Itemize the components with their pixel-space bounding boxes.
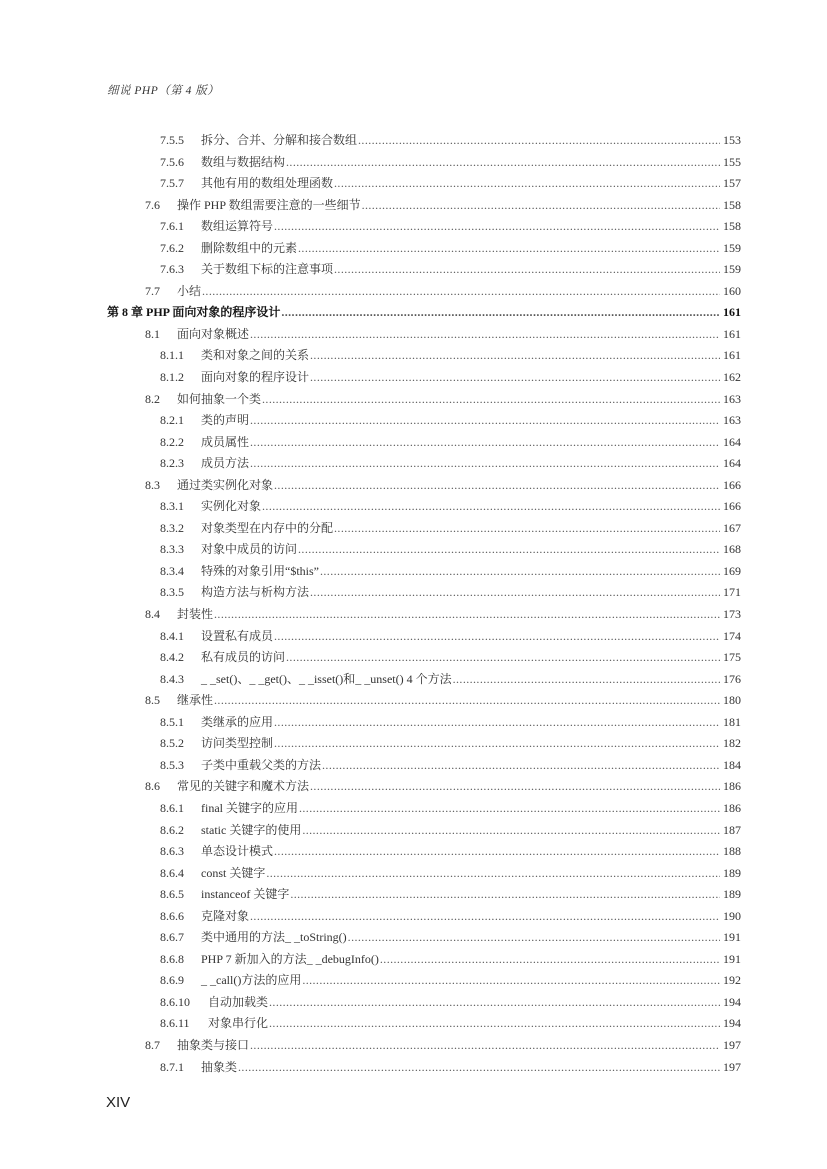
toc-entry-number: 7.5.6 [160, 154, 184, 169]
toc-subsection-entry[interactable] [107, 130, 741, 152]
toc-entry-number: 8.6.9 [160, 973, 184, 988]
toc-dot-leader [262, 389, 720, 411]
toc-entry-page: 163 [723, 391, 741, 406]
toc-entry-title: 其他有用的数组处理函数 [201, 176, 334, 191]
toc-entry-number: 8.1.2 [160, 370, 184, 385]
toc-subsection-entry[interactable] [107, 626, 741, 648]
toc-subsection-entry[interactable] [107, 669, 741, 691]
toc-entry-title: 对象中成员的访问 [201, 542, 298, 557]
toc-entry-page: 169 [723, 563, 741, 578]
toc-dot-leader [322, 755, 720, 777]
toc-subsection-entry[interactable] [107, 152, 741, 174]
toc-entry-number: 8.4.2 [160, 650, 184, 665]
toc-entry-title: instanceof 关键字 [201, 887, 290, 902]
toc-entry-number: 8.6.10 [160, 994, 190, 1009]
toc-entry-page: 173 [723, 607, 741, 622]
toc-entry-number: 8.7.1 [160, 1059, 184, 1074]
toc-subsection-entry[interactable] [107, 238, 741, 260]
toc-entry-number: 7.7 [145, 283, 160, 298]
toc-subsection-entry[interactable] [107, 1013, 741, 1035]
toc-entry-title: 类继承的应用 [201, 714, 274, 729]
toc-entry-title: 对象类型在内存中的分配 [201, 520, 334, 535]
toc-entry-number: 8.4.3 [160, 671, 184, 686]
toc-dot-leader [286, 152, 720, 174]
toc-entry-title: 小结 [177, 283, 202, 298]
toc-subsection-entry[interactable] [107, 798, 741, 820]
toc-entry-title: 面向对象的程序设计 [201, 370, 310, 385]
toc-dot-leader [238, 1057, 720, 1079]
toc-entry-number: 8.4.1 [160, 628, 184, 643]
toc-entry-page: 180 [723, 693, 741, 708]
toc-entry-number: 8.3.3 [160, 542, 184, 557]
toc-dot-leader [281, 302, 720, 324]
toc-entry-title: PHP 7 新加入的方法_ _debugInfo() [201, 951, 379, 966]
toc-entry-number: 8.5.2 [160, 736, 184, 751]
toc-entry-title: 成员属性 [201, 434, 250, 449]
toc-entry-number: 8.5 [145, 693, 160, 708]
toc-entry-page: 153 [723, 133, 741, 147]
toc-dot-leader [250, 324, 720, 346]
toc-subsection-entry[interactable] [107, 927, 741, 949]
toc-entry-page: 197 [723, 1059, 741, 1074]
toc-entry-title: _ _call()方法的应用 [201, 973, 302, 988]
toc-subsection-entry[interactable] [107, 949, 741, 971]
toc-entry-number: 8.6 [145, 779, 160, 794]
toc-entry-number: 8.6.4 [160, 865, 184, 880]
toc-dot-leader [274, 626, 720, 648]
toc-entry-title: 抽象类 [201, 1059, 238, 1074]
toc-dot-leader [298, 539, 720, 561]
toc-entry-number: 8.2 [145, 391, 160, 406]
toc-entry-number: 8.6.7 [160, 930, 184, 945]
toc-dot-leader [250, 453, 720, 475]
toc-subsection-entry[interactable] [107, 539, 741, 561]
toc-entry-number: 8.4 [145, 607, 160, 622]
toc-dot-leader [274, 841, 720, 863]
toc-dot-leader [269, 992, 720, 1014]
toc-entry-title: _ _set()、_ _get()、_ _isset()和_ _unset() 4 个方法 [201, 671, 452, 686]
toc-entry-page: 187 [723, 822, 741, 837]
toc-entry-page: 168 [723, 542, 741, 557]
toc-dot-leader [214, 690, 720, 712]
toc-entry-title: 如何抽象一个类 [177, 391, 262, 406]
toc-entry-title: const 关键字 [201, 865, 266, 880]
toc-section-entry[interactable] [107, 1035, 741, 1057]
toc-entry-title: 私有成员的访问 [201, 650, 286, 665]
toc-entry-number: 8.7 [145, 1037, 160, 1052]
toc-entry-number: 7.6.2 [160, 240, 184, 255]
toc-dot-leader [250, 410, 720, 432]
toc-entry-number: 8.6.1 [160, 800, 184, 815]
toc-subsection-entry[interactable] [107, 518, 741, 540]
toc-entry-page: 182 [723, 736, 741, 751]
toc-entry-number: 8.3.5 [160, 585, 184, 600]
toc-subsection-entry[interactable] [107, 410, 741, 432]
toc-dot-leader [274, 475, 720, 497]
toc-entry-page: 166 [723, 499, 741, 514]
toc-subsection-entry[interactable] [107, 561, 741, 583]
toc-subsection-entry[interactable] [107, 712, 741, 734]
toc-entry-page: 161 [723, 326, 741, 341]
toc-entry-page: 166 [723, 477, 741, 492]
toc-entry-page: 176 [723, 671, 741, 686]
toc-subsection-entry[interactable] [107, 367, 741, 389]
toc-entry-title: 数组运算符号 [201, 219, 274, 234]
toc-dot-leader [334, 173, 720, 195]
toc-dot-leader [262, 496, 720, 518]
toc-dot-leader [299, 798, 720, 820]
toc-entry-title: 删除数组中的元素 [201, 240, 298, 255]
toc-entry-page: 159 [723, 240, 741, 255]
toc-entry-page: 191 [723, 951, 741, 966]
toc-entry-page: 158 [723, 219, 741, 234]
toc-entry-title: 实例化对象 [201, 499, 262, 514]
toc-entry-page: 163 [723, 413, 741, 428]
toc-section-entry[interactable] [107, 604, 741, 626]
toc-entry-number: 8.1.1 [160, 348, 184, 363]
toc-entry-title: 设置私有成员 [201, 628, 274, 643]
toc-entry-page: 194 [723, 1016, 741, 1031]
toc-entry-number: 8.5.1 [160, 714, 184, 729]
toc-subsection-entry[interactable] [107, 970, 741, 992]
toc-entry-number: 7.5.5 [160, 133, 184, 147]
toc-dot-leader [266, 863, 720, 885]
toc-entry-number: 7.6 [145, 197, 160, 212]
toc-entry-page: 194 [723, 994, 741, 1009]
toc-entry-title: 类的声明 [201, 413, 250, 428]
toc-entry-title: 克隆对象 [201, 908, 250, 923]
toc-entry-number: 8.2.2 [160, 434, 184, 449]
toc-entry-page: 181 [723, 714, 741, 729]
toc-entry-number: 7.5.7 [160, 176, 184, 191]
toc-entry-number: 8.2.1 [160, 413, 184, 428]
toc-entry-title: final 关键字的应用 [201, 800, 298, 815]
toc-subsection-entry[interactable] [107, 992, 741, 1014]
toc-entry-title: 类和对象之间的关系 [201, 348, 310, 363]
toc-dot-leader [334, 259, 720, 281]
toc-subsection-entry[interactable] [107, 647, 741, 669]
toc-entry-page: 188 [723, 844, 741, 859]
toc-dot-leader [320, 561, 720, 583]
toc-dot-leader [302, 970, 720, 992]
toc-dot-leader [380, 949, 720, 971]
toc-entry-page: 184 [723, 757, 741, 772]
toc-entry-number: 8.3.1 [160, 499, 184, 514]
toc-entry-title: 对象串行化 [208, 1016, 269, 1031]
toc-dot-leader [310, 367, 720, 389]
toc-subsection-entry[interactable] [107, 884, 741, 906]
toc-entry-number: 8.6.8 [160, 951, 184, 966]
toc-entry-page: 158 [723, 197, 741, 212]
toc-dot-leader [214, 604, 720, 626]
toc-entry-title: 操作 PHP 数组需要注意的一些细节 [177, 197, 361, 212]
toc-subsection-entry[interactable] [107, 906, 741, 928]
toc-entry-page: 189 [723, 887, 741, 902]
toc-entry-page: 192 [723, 973, 741, 988]
toc-subsection-entry[interactable] [107, 173, 741, 195]
toc-dot-leader [202, 281, 720, 303]
toc-entry-page: 155 [723, 154, 741, 169]
toc-entry-title: 自动加载类 [208, 994, 269, 1009]
toc-entry-title: 通过类实例化对象 [177, 477, 274, 492]
toc-entry-page: 189 [723, 865, 741, 880]
toc-subsection-entry[interactable] [107, 1057, 741, 1079]
toc-entry-number: 8.1 [145, 326, 160, 341]
toc-entry-number: 7.6.3 [160, 262, 184, 277]
toc-entry-title: 拆分、合并、分解和接合数组 [201, 133, 358, 147]
toc-entry-page: 186 [723, 779, 741, 794]
toc-subsection-entry[interactable] [107, 345, 741, 367]
toc-entry-title: 面向对象概述 [177, 326, 250, 341]
toc-subsection-entry[interactable] [107, 453, 741, 475]
toc-dot-leader [250, 1035, 720, 1057]
toc-entry-page: 157 [723, 176, 741, 191]
toc-entry-page: 161 [723, 348, 741, 363]
toc-dot-leader [348, 927, 720, 949]
toc-dot-leader [362, 195, 720, 217]
toc-entry-page: 161 [723, 305, 741, 320]
toc-section-entry[interactable] [107, 389, 741, 411]
toc-entry-page: 197 [723, 1037, 741, 1052]
toc-dot-leader [274, 712, 720, 734]
toc-subsection-entry[interactable] [107, 432, 741, 454]
toc-entry-page: 167 [723, 520, 741, 535]
toc-entry-number: 8.3 [145, 477, 160, 492]
toc-subsection-entry[interactable] [107, 841, 741, 863]
toc-entry-title: 单态设计模式 [201, 844, 274, 859]
toc-entry-page: 159 [723, 262, 741, 277]
toc-entry-page: 174 [723, 628, 741, 643]
toc-entry-number: 8.2.3 [160, 456, 184, 471]
toc-subsection-entry[interactable] [107, 496, 741, 518]
toc-dot-leader [250, 906, 720, 928]
toc-entry-title: 常见的关键字和魔术方法 [177, 779, 310, 794]
toc-entry-title: 特殊的对象引用“$this” [201, 563, 319, 578]
toc-entry-page: 191 [723, 930, 741, 945]
toc-subsection-entry[interactable] [107, 582, 741, 604]
toc-chapter-entry[interactable] [107, 302, 741, 324]
toc-entry-number: 7.6.1 [160, 219, 184, 234]
toc-entry-number: 8.6.5 [160, 887, 184, 902]
toc-entry-title: 子类中重载父类的方法 [201, 757, 322, 772]
toc-entry-number: 8.6.2 [160, 822, 184, 837]
toc-entry-title: 抽象类与接口 [177, 1037, 250, 1052]
toc-subsection-entry[interactable] [107, 259, 741, 281]
toc-entry-title: 成员方法 [201, 456, 250, 471]
toc-dot-leader [274, 216, 720, 238]
toc-entry-number: 8.3.2 [160, 520, 184, 535]
toc-section-entry[interactable] [107, 690, 741, 712]
toc-dot-leader [274, 733, 720, 755]
table-of-contents [107, 130, 741, 1078]
toc-subsection-entry[interactable] [107, 863, 741, 885]
toc-entry-number: 8.6.6 [160, 908, 184, 923]
toc-dot-leader [298, 238, 720, 260]
toc-entry-number: 8.3.4 [160, 563, 184, 578]
toc-subsection-entry[interactable] [107, 216, 741, 238]
toc-dot-leader [334, 518, 720, 540]
toc-entry-title: 关于数组下标的注意事项 [201, 262, 334, 277]
page-number: XIV [106, 1094, 131, 1111]
toc-entry-page: 186 [723, 800, 741, 815]
toc-subsection-entry[interactable] [107, 755, 741, 777]
toc-entry-page: 190 [723, 908, 741, 923]
toc-entry-page: 175 [723, 650, 741, 665]
toc-dot-leader [286, 647, 720, 669]
toc-dot-leader [310, 345, 720, 367]
toc-entry-number: 8.5.3 [160, 757, 184, 772]
toc-entry-page: 162 [723, 370, 741, 385]
toc-entry-title: 数组与数据结构 [201, 154, 286, 169]
toc-dot-leader [269, 1013, 720, 1035]
toc-entry-title: 类中通用的方法_ _toString() [201, 930, 347, 945]
toc-entry-number: 8.6.11 [160, 1016, 190, 1031]
running-header: 细说 PHP（第 4 版） [107, 85, 220, 97]
toc-entry-title: static 关键字的使用 [201, 822, 302, 837]
toc-entry-page: 171 [723, 585, 741, 600]
toc-entry-title: PHP 面向对象的程序设计 [146, 305, 281, 320]
toc-section-entry[interactable] [107, 281, 741, 303]
toc-dot-leader [302, 820, 720, 842]
toc-subsection-entry[interactable] [107, 820, 741, 842]
toc-entry-title: 继承性 [177, 693, 214, 708]
toc-section-entry[interactable] [107, 324, 741, 346]
toc-entry-title: 构造方法与析构方法 [201, 585, 310, 600]
toc-dot-leader [358, 130, 720, 152]
toc-entry-page: 160 [723, 283, 741, 298]
toc-entry-number: 8.6.3 [160, 844, 184, 859]
toc-dot-leader [453, 669, 720, 691]
toc-section-entry[interactable] [107, 195, 741, 217]
toc-subsection-entry[interactable] [107, 733, 741, 755]
toc-entry-page: 164 [723, 434, 741, 449]
toc-dot-leader [290, 884, 720, 906]
toc-section-entry[interactable] [107, 776, 741, 798]
toc-dot-leader [250, 432, 720, 454]
toc-dot-leader [310, 776, 720, 798]
toc-dot-leader [310, 582, 720, 604]
toc-section-entry[interactable] [107, 475, 741, 497]
toc-entry-page: 164 [723, 456, 741, 471]
toc-entry-title: 访问类型控制 [201, 736, 274, 751]
toc-entry-number: 第 8 章 [107, 305, 144, 320]
toc-entry-title: 封装性 [177, 607, 214, 622]
